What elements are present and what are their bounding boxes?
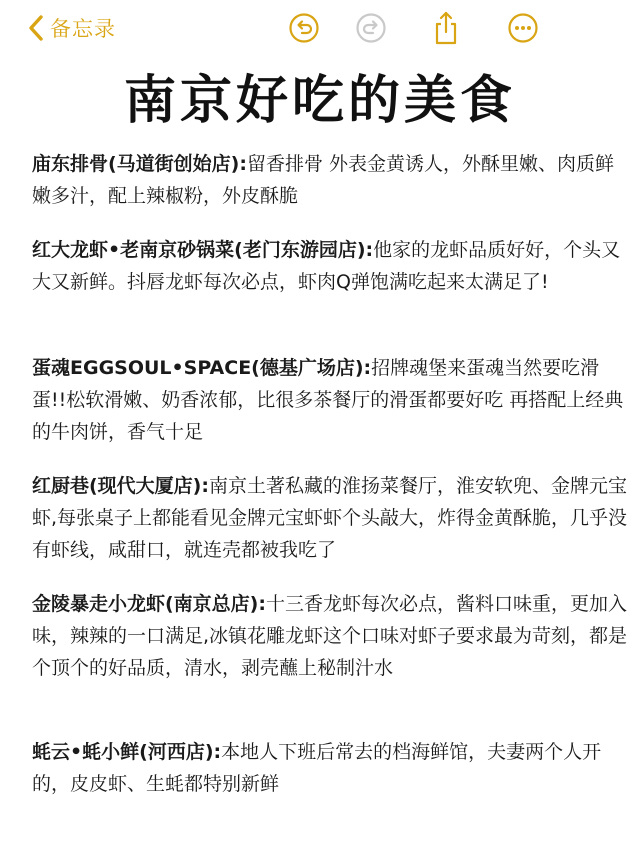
more-button[interactable] [507,12,539,44]
restaurant-name: 蛋魂EGGSOUL•SPACE(德基广场店): [32,357,372,379]
redo-icon [355,12,387,44]
restaurant-entry [32,470,632,566]
undo-button[interactable] [288,12,320,44]
restaurant-name: 金陵暴走小龙虾(南京总店): [32,593,266,615]
restaurant-name: 蚝云•蚝小鲜(河西店): [32,741,222,763]
restaurant-entry [32,736,632,800]
restaurant-name: 红厨巷(现代大厦店): [32,475,209,497]
chevron-left-icon [28,14,44,42]
restaurant-entry [32,588,632,684]
share-icon [430,10,462,46]
back-button[interactable] [28,12,116,44]
redo-button[interactable] [355,12,387,44]
more-icon [507,12,539,44]
share-button[interactable] [430,10,462,46]
undo-icon [288,12,320,44]
restaurant-description: 十三香龙虾每次必点，酱料口味重，更加入味，辣辣的一口满足,冰镇花雕龙虾这个口味对虾子要求最为苛刻，都是个顶个的好品质，清水，剥壳蘸上秘制汁水 [32,593,628,679]
restaurant-name: 红大龙虾•老南京砂锅菜(老门东游园店): [32,239,374,261]
back-label: 备忘录 [50,17,116,41]
restaurant-description: 招牌魂堡来蛋魂当然要吃滑蛋!!松软滑嫩、奶香浓郁，比很多茶餐厅的滑蛋都要好吃 再搭配上经典的牛肉饼，香气十足 [32,357,624,443]
restaurant-description: 本地人下班后常去的档海鲜馆，夫妻两个人开的，皮皮虾、生蚝都特别新鲜 [32,741,602,795]
notes-toolbar [0,0,640,56]
restaurant-description: 南京土著私藏的淮扬菜餐厅，淮安软兜、金牌元宝虾,每张桌子上都能看见金牌元宝虾虾个头敲大，炸得金黄酥脆，几乎没有虾线，咸甜口，就连壳都被我吃了 [32,475,628,561]
restaurant-entry [32,234,632,298]
restaurant-name: 庙东排骨(马道街创始店): [32,153,247,175]
restaurant-entry [32,352,632,448]
restaurant-description: 留香排骨 外表金黄诱人，外酥里嫩、肉质鲜嫩多汁，配上辣椒粉，外皮酥脆 [32,153,615,207]
restaurant-entry [32,148,632,212]
note-title: 南京好吃的美食 [123,71,516,131]
restaurant-description: 他家的龙虾品质好好，个头又大又新鲜。抖唇龙虾每次必点，虾肉Q弹饱满吃起来太满足了! [32,239,621,293]
